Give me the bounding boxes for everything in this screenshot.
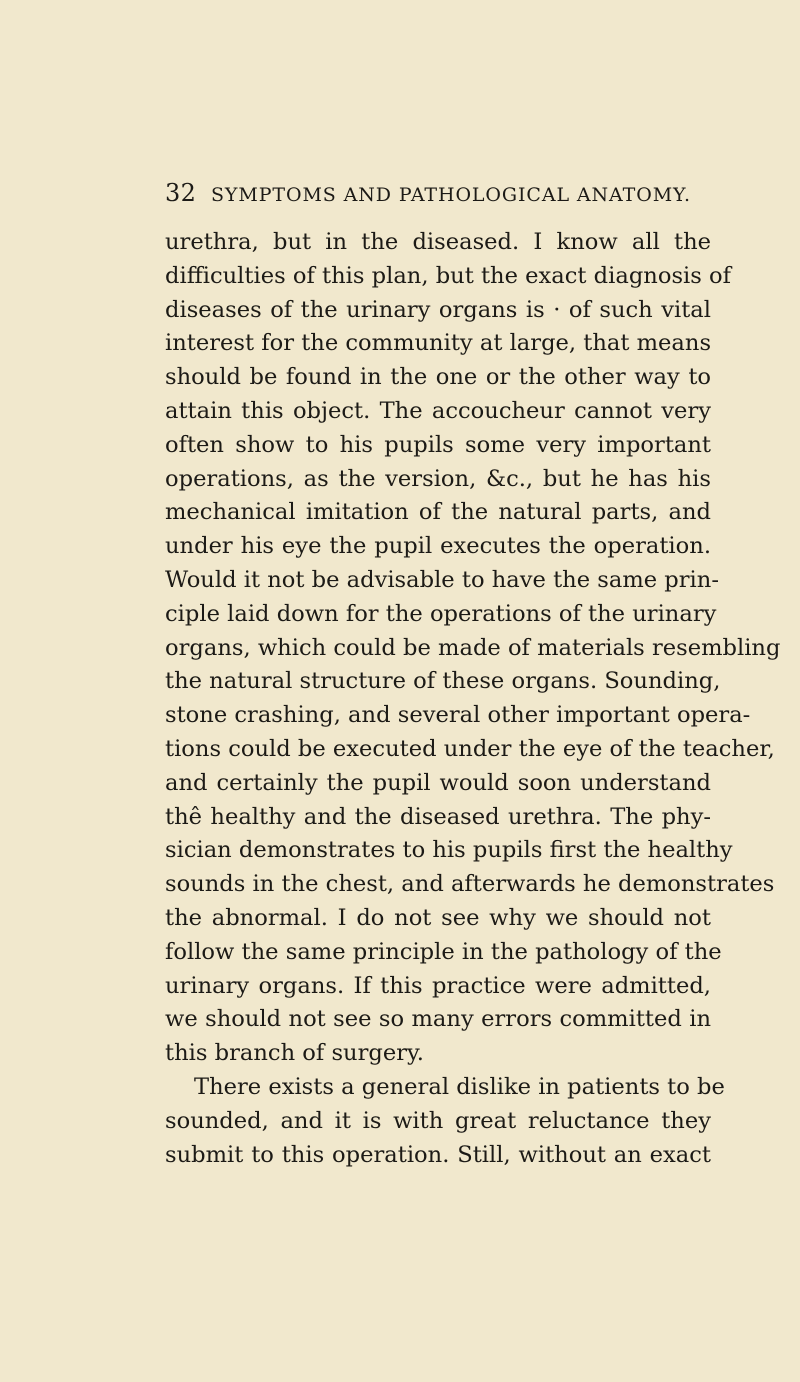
paragraph-end-line: this branch of surgery.	[165, 1040, 424, 1067]
text-line: the natural structure of these organs. Sounding,	[165, 668, 721, 695]
text-line: tions could be executed under the eye of the teacher,	[165, 735, 775, 762]
text-line: interest for the community at large, that means	[165, 330, 712, 357]
text-line: under his eye the pupil executes the operation.	[165, 533, 711, 560]
text-line: difficulties of this plan, but the exact diagnosis of	[165, 262, 732, 289]
text-line: follow the same principle in the pathology of the	[165, 938, 722, 965]
text-line: Would it not be advisable to have the same prin-	[165, 566, 719, 593]
running-title: SYMPTOMS AND PATHOLOGICAL ANATOMY.	[211, 184, 691, 206]
text-line: urinary organs. If this practice were admitted,	[165, 972, 711, 999]
page-number: 32	[165, 179, 197, 207]
running-header	[165, 178, 725, 208]
text-line: stone crashing, and several other important opera-	[165, 702, 751, 729]
text-line: we should not see so many errors committed in	[165, 1006, 711, 1033]
text-line: diseases of the urinary organs is · of such vital	[165, 296, 711, 323]
text-line: sician demonstrates to his pupils first the healthy	[165, 837, 733, 864]
text-line: sounded, and it is with great reluctance they	[165, 1107, 711, 1134]
text-line: mechanical imitation of the natural parts, and	[165, 499, 711, 526]
text-line: urethra, but in the diseased. I know all the	[165, 229, 711, 255]
text-line: the abnormal. I do not see why we should not	[165, 904, 711, 931]
paragraph-start-line: There exists a general dislike in patients to be	[194, 1073, 725, 1100]
text-line: ciple laid down for the operations of the urinary	[165, 600, 717, 627]
text-line: operations, as the version, &c., but he has his	[165, 465, 711, 492]
text-line: attain this object. The accoucheur cannot very	[165, 397, 711, 424]
text-line: submit to this operation. Still, without an exact	[165, 1141, 711, 1168]
text-line: sounds in the chest, and afterwards he demonstrates	[165, 871, 775, 898]
body-text	[165, 226, 781, 1172]
text-line: and certainly the pupil would soon understand	[165, 769, 711, 796]
text-line: should be found in the one or the other way to	[165, 364, 711, 391]
text-line: thê healthy and the diseased urethra. The phy-	[165, 803, 711, 830]
text-line: organs, which could be made of materials resembling	[165, 634, 781, 661]
text-line: often show to his pupils some very important	[165, 431, 711, 458]
